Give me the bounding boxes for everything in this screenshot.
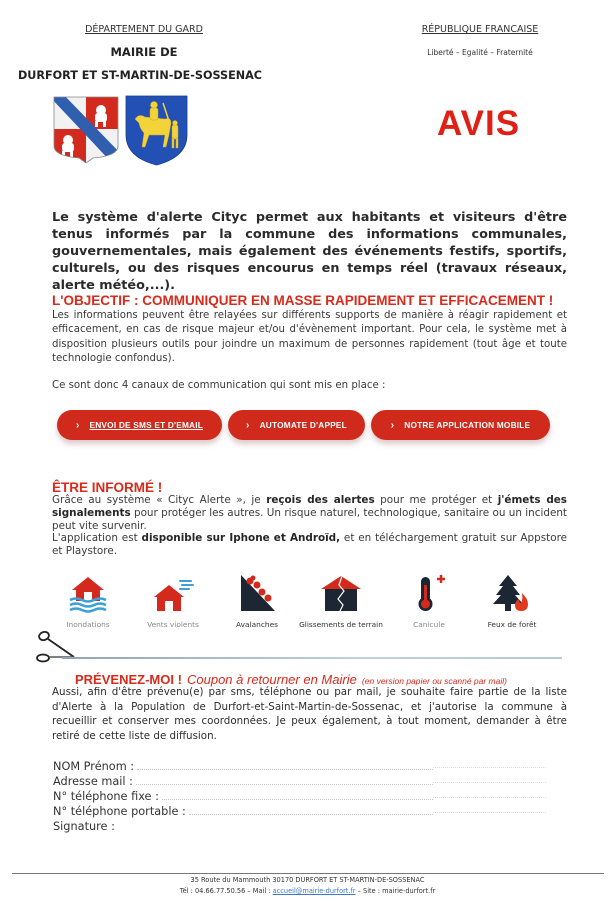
- risk-label: Avalanches: [236, 620, 278, 629]
- flood-icon: [66, 573, 110, 613]
- text-run: pour protéger les autres. Un risque naturel, technologique, sanitaire ou un incident peut vite survenir.: [52, 506, 567, 532]
- field-label: NOM Prénom :: [53, 760, 135, 773]
- footer-site: – Site : mairie-durfort.fr: [355, 887, 436, 895]
- coupon-paragraph: Aussi, afin d'être prévenu(e) par sms, téléphone ou par mail, je souhaite faire partie de la liste d'Alerte à la Population de Durfort-et-Saint-Martin-de-Sossenac, et j'autorise la commune à recueillir et conserver mes coordonnées. Je peux également, à tout moment, demander à être retiré de cette liste de diffusion.: [52, 686, 567, 742]
- motto: Liberté – Egalité – Fraternité: [427, 48, 533, 57]
- text-run: et en téléchargement gratuit sur Appstore et Playstore.: [52, 532, 567, 558]
- field-signature-row[interactable]: [53, 819, 433, 834]
- field-label: Adresse mail :: [53, 775, 133, 788]
- footer-divider: [12, 873, 604, 874]
- republic-label: RÉPUBLIQUE FRANCAISE: [421, 24, 539, 35]
- risk-item-feux: [467, 573, 557, 631]
- coat-of-arms-durfort-icon: [53, 96, 119, 164]
- chevron-right-icon: ›: [246, 419, 250, 431]
- signature-input[interactable]: [118, 820, 433, 830]
- bold-run: disponible sur Iphone et Androïd,: [141, 532, 341, 545]
- field-email-row[interactable]: [53, 774, 433, 789]
- mobile-input[interactable]: [189, 805, 433, 815]
- landline-input[interactable]: [162, 790, 433, 800]
- field-name-row[interactable]: [53, 759, 433, 774]
- informed-heading: ÊTRE INFORMÉ !: [52, 480, 163, 495]
- coat-of-arms-st-martin-icon: [125, 95, 188, 166]
- dot-leader: [433, 767, 546, 768]
- footer-email-link[interactable]: accueil@mairie-durfort.fr: [272, 887, 356, 895]
- risk-label: Feux de forêt: [487, 620, 537, 629]
- risk-item-vents: [128, 573, 218, 631]
- avalanche-icon: [235, 573, 279, 613]
- bold-run: reçois des alertes: [266, 494, 375, 506]
- dot-leader: [433, 797, 546, 798]
- button-label: NOTRE APPLICATION MOBILE: [404, 420, 531, 430]
- text-run: L'application est: [52, 532, 142, 545]
- department-label: DÉPARTEMENT DU GARD: [85, 24, 203, 35]
- risk-label: Inondations: [66, 620, 110, 629]
- risk-label: Vents violents: [147, 620, 199, 629]
- email-input[interactable]: [136, 775, 433, 785]
- field-label: N° téléphone fixe :: [53, 790, 159, 803]
- objective-paragraph: Les informations peuvent être relayées sur différents supports de manière à réagir rapidement et efficacement, en cas de risque majeur et/ou d'évènement important. Pour cela, le système met à disposition plusieurs outils pour joindre un maximum de personnes rapidement (tout âge et toute technologie confondus).: [52, 310, 567, 364]
- cut-line: [62, 657, 562, 659]
- channels-intro: Ce sont donc 4 canaux de communication qui sont mis en place :: [52, 380, 386, 391]
- bold-run: j'émets des signalements: [52, 494, 567, 519]
- informed-paragraph: [52, 494, 567, 558]
- footer-contact: [0, 887, 615, 895]
- mobile-app-button[interactable]: [371, 410, 550, 440]
- risk-item-inondations: [43, 573, 133, 631]
- forest-fire-icon: [490, 573, 534, 613]
- scissors-icon: [36, 630, 76, 666]
- chevron-right-icon: ›: [390, 419, 395, 431]
- button-label: ENVOI DE SMS ET D'EMAIL: [89, 420, 204, 430]
- field-label: N° téléphone portable :: [53, 805, 186, 818]
- coupon-note: (en version papier ou scanné par mail): [361, 676, 507, 686]
- risk-item-glissements: [296, 573, 386, 631]
- risk-item-avalanches: [212, 573, 302, 631]
- footer-address: 35 Route du Mammouth 30170 DURFORT ET ST-MARTIN-DE-SOSSENAC: [190, 876, 425, 884]
- landslide-icon: [319, 573, 363, 613]
- field-phone-row[interactable]: [53, 789, 433, 804]
- intro-paragraph: Le système d'alerte Cityc permet aux habitants et visiteurs d'être tenus informés par la commune des informations communales, gouvernementales, mais également des événements festifs, sportifs, culturels, ou des risques encourus en temps réel (travaux réseaux, alerte météo,...).: [52, 210, 567, 293]
- wind-icon: [151, 573, 195, 613]
- text-run: Grâce au système « Cityc Alerte », je: [52, 494, 267, 506]
- coupon-subtitle: Coupon à retourner en Mairie: [187, 672, 357, 687]
- button-label: AUTOMATE D'APPEL: [259, 420, 347, 430]
- coupon-form: [53, 759, 433, 834]
- commune-name: DURFORT ET ST-MARTIN-DE-SOSSENAC: [18, 69, 262, 82]
- notice-title: AVIS: [437, 104, 521, 143]
- dot-leader: [433, 812, 546, 813]
- coupon-title: PRÉVENEZ-MOI !: [75, 672, 182, 687]
- call-automaton-button[interactable]: [228, 410, 365, 440]
- chevron-right-icon: ›: [75, 419, 80, 431]
- footer-phone: Tél : 04.66.77.50.56 – Mail :: [179, 887, 273, 895]
- field-label: Signature :: [53, 820, 115, 833]
- text-run: pour me protéger et: [374, 494, 498, 506]
- dot-leader: [433, 782, 546, 783]
- risk-label: Glissements de terrain: [299, 620, 383, 629]
- risk-item-canicule: [384, 573, 474, 631]
- sms-email-button[interactable]: [57, 410, 222, 440]
- risk-label: Canicule: [413, 620, 445, 629]
- name-input[interactable]: [137, 760, 433, 770]
- objective-heading: L'OBJECTIF : COMMUNIQUER EN MASSE RAPIDEMENT ET EFFICACEMENT !: [52, 293, 554, 308]
- heatwave-icon: [407, 573, 451, 613]
- mairie-label: MAIRIE DE: [110, 45, 178, 59]
- field-mobile-row[interactable]: [53, 804, 433, 819]
